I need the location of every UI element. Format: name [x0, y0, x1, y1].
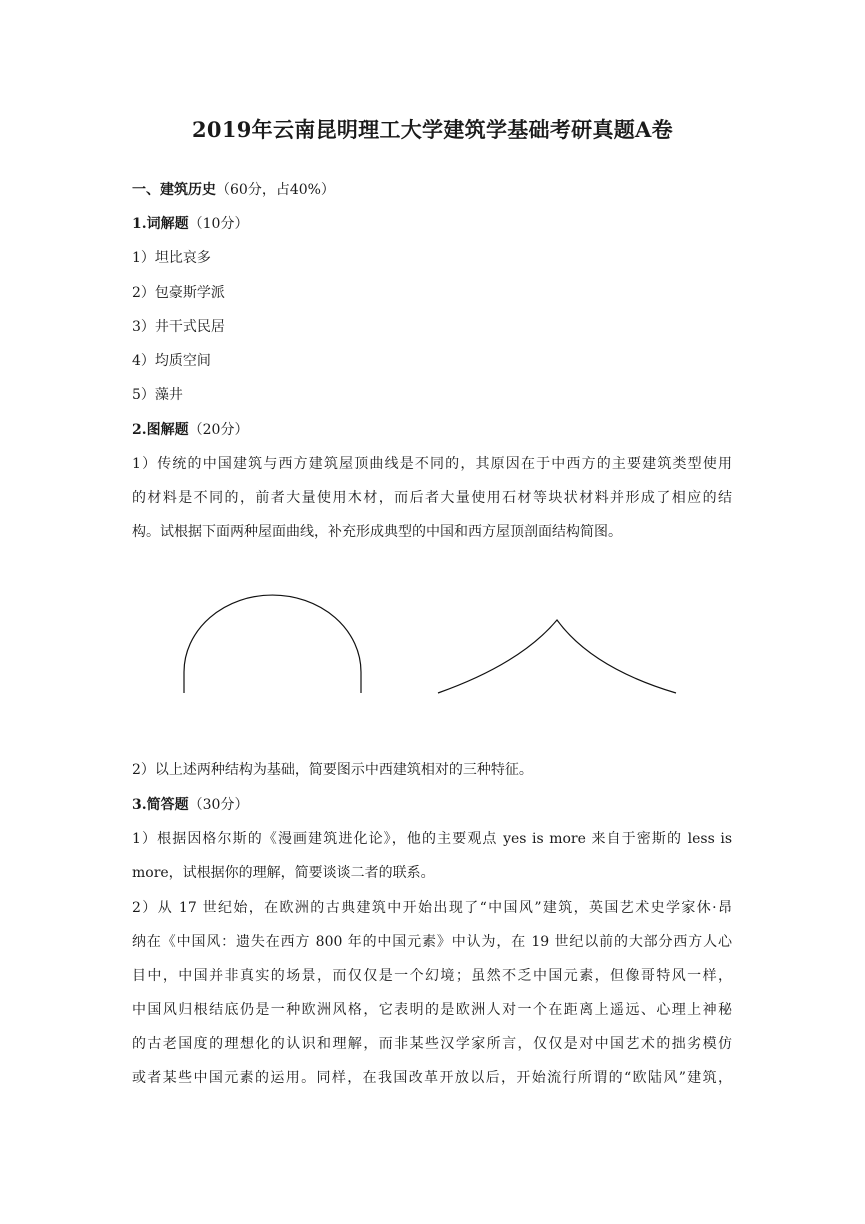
list-item: 5）藻井 — [132, 387, 183, 403]
list-item: 3）井干式民居 — [132, 319, 225, 335]
paragraph-line: 的古老国度的理想化的认识和理解，而非某些汉学家所言，仅仅是对中国艺术的拙劣模仿 — [132, 1036, 732, 1052]
paragraph-line: 中国风归根结底仍是一种欧洲风格，它表明的是欧洲人对一个在距离上遥远、心理上神秘 — [132, 1002, 732, 1018]
list-item: 2）包豪斯学派 — [132, 285, 225, 301]
question-heading-label: 1.词解题 — [132, 216, 189, 232]
paragraph-line: more，试根据你的理解，简要谈谈二者的联系。 — [132, 865, 435, 881]
question-heading-label: 2.图解题 — [132, 422, 189, 438]
question-heading-3 — [132, 795, 732, 815]
paragraph-line: 或者某些中国元素的运用。同样，在我国改革开放以后，开始流行所谓的“欧陆风”建筑， — [132, 1070, 732, 1086]
page-title: 2019年云南昆明理工大学建筑学基础考研真题A卷 — [192, 117, 673, 142]
paragraph-line: 1）传统的中国建筑与西方建筑屋顶曲线是不同的，其原因在于中西方的主要建筑类型使用 — [132, 456, 732, 472]
paragraph-line: 目中，中国并非真实的场景，而仅仅是一个幻境；虽然不乏中国元素，但像哥特风一样， — [132, 968, 732, 984]
chinese-roof-curve — [438, 620, 676, 693]
paragraph-line: 2）从 17 世纪始，在欧洲的古典建筑中开始出现了“中国风”建筑，英国艺术史学家休·昂 — [132, 900, 732, 916]
list-item: 4）均质空间 — [132, 353, 211, 369]
paragraph-line: 1）根据因格尔斯的《漫画建筑进化论》，他的主要观点 yes is more 来自于密斯的 less is — [132, 831, 732, 847]
section-heading-note: （60分，占40%） — [216, 182, 335, 198]
paragraph-line: 2）以上述两种结构为基础，简要图示中西建筑相对的三种特征。 — [132, 762, 533, 778]
question-heading-label: 3.简答题 — [132, 797, 189, 813]
paragraph-line: 纳在《中国风：遗失在西方 800 年的中国元素》中认为，在 19 世纪以前的大部分西方人心 — [132, 934, 732, 950]
western-arch-curve — [184, 595, 361, 693]
question-heading-note: （10分） — [188, 216, 249, 232]
question-heading-note: （20分） — [188, 422, 249, 438]
question-heading-note: （30分） — [188, 797, 249, 813]
section-heading-label: 一、建筑历史 — [132, 182, 216, 198]
paragraph-line: 构。试根据下面两种屋面曲线，补充形成典型的中国和西方屋顶剖面结构简图。 — [132, 524, 622, 540]
list-item: 1）坦比哀多 — [132, 250, 211, 266]
paragraph-line: 的材料是不同的，前者大量使用木材，而后者大量使用石材等块状材料并形成了相应的结 — [132, 490, 732, 506]
